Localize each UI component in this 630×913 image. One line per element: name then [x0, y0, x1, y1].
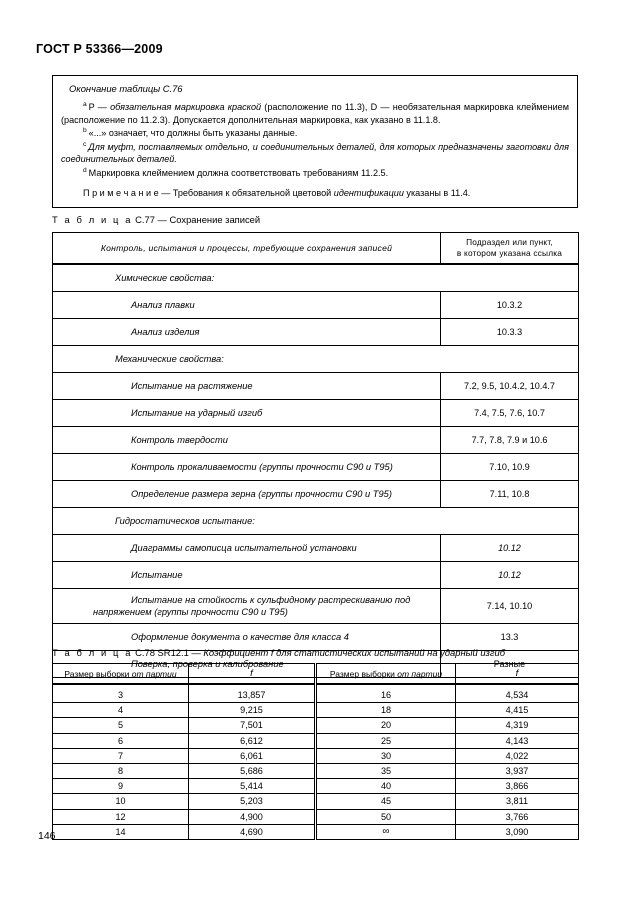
note-label: П р и м е ч а н и е: [83, 187, 159, 198]
f-value-left: 6,061: [189, 748, 316, 763]
f-value-right: 4,319: [456, 718, 579, 733]
f-value-right: 4,022: [456, 748, 579, 763]
table-c77-section-row: [53, 508, 579, 535]
f-value-left: 5,203: [189, 794, 316, 809]
standard-header: ГОСТ Р 53366—2009: [36, 42, 163, 56]
row-label: Поверка, проверка и калибрование: [53, 651, 441, 678]
f-value-left: 9,215: [189, 703, 316, 718]
table-c78-header-col1: [53, 664, 189, 685]
table-c78-row: [53, 779, 579, 794]
table-c76-continuation-box: [52, 75, 578, 208]
footnote-list: [61, 101, 569, 180]
row-reference: 10.12: [441, 535, 579, 562]
row-reference: 7.11, 10.8: [441, 481, 579, 508]
note-text: указаны в 11.4.: [403, 187, 471, 198]
sample-size-left: 3: [53, 684, 189, 703]
f-value-right: 3,766: [456, 809, 579, 824]
row-reference: Разные: [441, 651, 579, 678]
row-label: Оформление документа о качестве для класса 4: [53, 624, 441, 651]
table-c78-body: [53, 684, 579, 839]
sample-size-left: 12: [53, 809, 189, 824]
table-note: [61, 187, 569, 200]
row-label: Испытание на растяжение: [53, 373, 441, 400]
sample-size-right: 45: [316, 794, 456, 809]
f-value-right: 3,090: [456, 824, 579, 839]
table-c78-caption-lead: Т а б л и ц а: [52, 647, 133, 658]
table-c78-caption-title: Коэффициент f для статистических испытаний на ударный изгиб: [203, 647, 506, 658]
sample-size-left: 5: [53, 718, 189, 733]
sample-size-right: 18: [316, 703, 456, 718]
f-value-right: 3,866: [456, 779, 579, 794]
row-reference: 7.2, 9.5, 10.4.2, 10.4.7: [441, 373, 579, 400]
footnote-text: (расположение по 11.3), D — необязательная маркировка клеймением (расположение по 11.2.3). Допускается дополнительная маркировка, как указано в 11.1.8.: [61, 102, 569, 125]
table-c78-row: [53, 718, 579, 733]
f-value-left: 4,690: [189, 824, 316, 839]
table-c78-row: [53, 733, 579, 748]
table-c78-caption-mid: С.78 SR12.1 —: [132, 647, 204, 658]
f-value-left: 5,414: [189, 779, 316, 794]
f-value-right: 3,937: [456, 763, 579, 778]
note-text: — Требования к обязательной цветовой: [158, 187, 334, 198]
sample-size-right: ∞: [316, 824, 456, 839]
row-reference: 10.12: [441, 562, 579, 589]
table-c77: [52, 232, 579, 678]
section-label: Химические свойства:: [53, 264, 579, 292]
table-c77-caption-rest: С.77 — Сохранение записей: [132, 214, 261, 225]
table-c78-header-row: [53, 664, 579, 685]
row-label: Испытание: [53, 562, 441, 589]
table-c78-header-col3: [316, 664, 456, 685]
table-c77-row: [53, 481, 579, 508]
table-c78-row: [53, 809, 579, 824]
row-reference: 7.10, 10.9: [441, 454, 579, 481]
footnote-text: Маркировка клеймением должна соответствовать требованиям 11.2.5.: [88, 167, 389, 178]
footnote-marker: c: [83, 140, 87, 148]
row-reference: 7.14, 10.10: [441, 589, 579, 624]
row-reference: 10.3.3: [441, 319, 579, 346]
continuation-title: Окончание таблицы С.76: [69, 83, 183, 94]
c78-h1-plain: Размер выборки: [64, 668, 132, 679]
table-c77-row: [53, 319, 579, 346]
sample-size-left: 10: [53, 794, 189, 809]
row-reference: 10.3.2: [441, 292, 579, 319]
table-c78-header-col2: f: [189, 664, 316, 685]
f-value-right: 4,534: [456, 684, 579, 703]
c78-h3-plain: Размер выборки: [329, 668, 398, 679]
footnote: [61, 127, 569, 140]
f-value-right: 4,143: [456, 733, 579, 748]
row-label: Диаграммы самописца испытательной установки: [53, 535, 441, 562]
note-text: идентификации: [333, 187, 404, 198]
table-c78-row: [53, 763, 579, 778]
table-c77-header-left: Контроль, испытания и процессы, требующие сохранения записей: [53, 233, 441, 265]
sample-size-right: 16: [316, 684, 456, 703]
table-c77-row: [53, 535, 579, 562]
sample-size-left: 7: [53, 748, 189, 763]
table-c78-row: [53, 824, 579, 839]
section-label: Механические свойства:: [53, 346, 579, 373]
row-label: Анализ плавки: [53, 292, 441, 319]
table-c77-section-row: [53, 264, 579, 292]
table-c77-row: [53, 400, 579, 427]
sample-size-left: 6: [53, 733, 189, 748]
sample-size-left: 4: [53, 703, 189, 718]
footnote-text: P —: [88, 102, 111, 112]
sample-size-left: 9: [53, 779, 189, 794]
sample-size-right: 40: [316, 779, 456, 794]
row-label: Испытание на стойкость к сульфидному растрескиванию под напряжением (группы прочности С90 и Т95): [53, 589, 441, 624]
table-c78-caption: [52, 647, 505, 658]
table-c77-row: [53, 427, 579, 454]
table-c78-row: [53, 794, 579, 809]
table-c77-row: [53, 292, 579, 319]
f-value-right: 3,811: [456, 794, 579, 809]
f-value-left: 4,900: [189, 809, 316, 824]
f-value-left: 13,857: [189, 684, 316, 703]
sample-size-right: 25: [316, 733, 456, 748]
sample-size-right: 30: [316, 748, 456, 763]
footnote-marker: d: [83, 166, 87, 174]
table-c77-row: [53, 589, 579, 624]
f-value-left: 7,501: [189, 718, 316, 733]
table-c77-row: [53, 373, 579, 400]
sample-size-right: 50: [316, 809, 456, 824]
footnote-marker: b: [83, 127, 87, 135]
row-reference: 13.3: [441, 624, 579, 651]
section-label: Гидростатическов испытание:: [53, 508, 579, 535]
footnote: [61, 141, 569, 166]
row-label: Испытание на ударный изгиб: [53, 400, 441, 427]
footnote: [61, 167, 569, 180]
c78-h1-italic: от партии: [131, 668, 177, 679]
table-c77-header-right-line2: в котором указана ссылка: [456, 248, 563, 258]
table-c77-caption-lead: Т а б л и ц а: [52, 214, 133, 225]
table-c77-header-row: [53, 233, 579, 265]
footnote-text: «...» означает, что должны быть указаны данные.: [88, 128, 298, 139]
table-c77-header-right: [441, 233, 579, 265]
table-c78-row: [53, 684, 579, 703]
footnote-text: Для муфт, поставляемых отдельно, и соединительных деталей, для которых предназначены заготовки для соединительных деталей.: [61, 141, 569, 165]
table-c77-header-right-line1: Подраздел или пункт,: [466, 237, 553, 247]
row-reference: 7.4, 7.5, 7.6, 10.7: [441, 400, 579, 427]
row-reference: 7.7, 7.8, 7.9 и 10.6: [441, 427, 579, 454]
table-c78-row: [53, 703, 579, 718]
footnote: [61, 101, 569, 126]
sample-size-right: 20: [316, 718, 456, 733]
f-value-left: 5,686: [189, 763, 316, 778]
footnote-text: обязательная маркировка краской: [110, 102, 262, 112]
c78-h3-italic: от партии: [397, 668, 443, 679]
sample-size-left: 14: [53, 824, 189, 839]
table-c77-row: [53, 454, 579, 481]
table-c78-header-col4: f: [456, 664, 579, 685]
table-c77-section-row: [53, 346, 579, 373]
f-value-right: 4,415: [456, 703, 579, 718]
row-label: Контроль прокаливаемости (группы прочности С90 и Т95): [53, 454, 441, 481]
page-number: 146: [38, 830, 56, 842]
table-c77-body: [53, 264, 579, 678]
sample-size-left: 8: [53, 763, 189, 778]
row-label: Контроль твердости: [53, 427, 441, 454]
table-c78-row: [53, 748, 579, 763]
sample-size-right: 35: [316, 763, 456, 778]
table-c78: [52, 663, 579, 840]
table-c77-caption: [52, 214, 260, 225]
row-label: Определение размера зерна (группы прочности С90 и Т95): [53, 481, 441, 508]
row-label: Анализ изделия: [53, 319, 441, 346]
table-c77-row: [53, 562, 579, 589]
f-value-left: 6,612: [189, 733, 316, 748]
footnote-marker: a: [83, 100, 87, 108]
